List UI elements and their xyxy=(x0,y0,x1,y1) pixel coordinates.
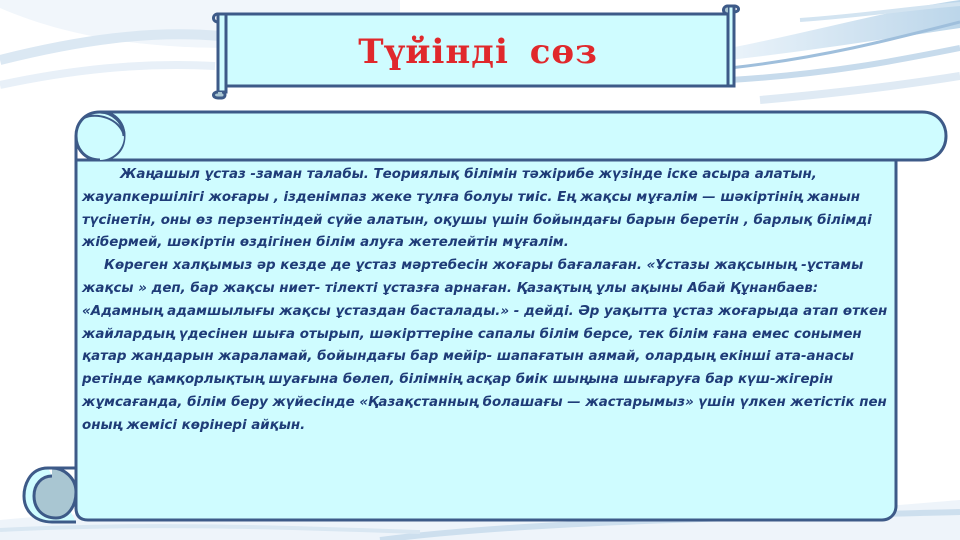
slide-title: Түйінді сөз xyxy=(358,32,598,72)
paragraph-2: Көреген халқымыз әр кезде де ұстаз мәртебесін жоғары бағалаған. «Ұстазы жақсының -ұстамы жақсы » деп, бар жақсы ниет- тілекті ұстазға арнаған. Қазақтың ұлы ақыны Абай Құнанбаев: «Адамның адамшылығы жақсы ұстаздан басталады.» - дейді. Әр уақытта ұстаз жоғарыда атап өткен жайлардың үдесінен шыға отырып, шәкірттеріне сапалы білім берсе, тек білім ғана емес сонымен қатар жандарын жараламай, бойындағы бар мейір- шапағатын аямай, олардың екінші ата-анасы ретінде қамқорлықтың шуағына бөлеп, білімнің асқар биік шыңына шығаруға бар күш-жігерін жұмсағанда, білім беру жүйесінде «Қазақстанның болашағы — жастарымыз» үшін үлкен жетістік пен оның жемісі көрінері айқын. xyxy=(82,258,888,433)
body-text xyxy=(82,164,902,438)
paragraph-1: Жаңашыл ұстаз -заман талабы. Теориялық білімін тәжірибе жүзінде іске асыра алатын, жауапкершілігі жоғары , ізденімпаз жеке тұлға болуы тиіс. Ең жақсы мұғалім — шәкіртінің жанын түсінетін, оны өз перзентіндей сүйе алатын, оқушы үшін бойындағы барын беретін , барлық білімді жібермей, шәкіртін өздігінен білім алуға жетелейтін мұғалім. xyxy=(82,167,872,251)
